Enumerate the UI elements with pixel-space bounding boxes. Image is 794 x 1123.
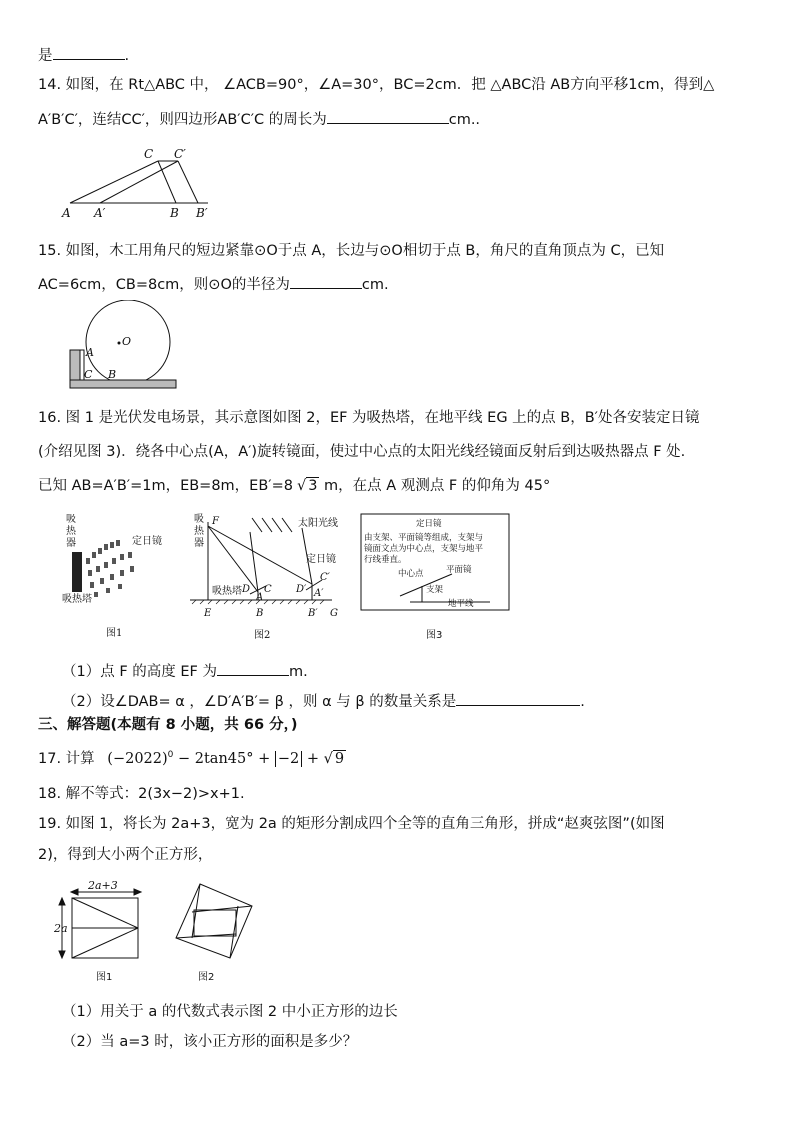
q19-figure2 bbox=[160, 880, 260, 990]
label-ground: 地平线 bbox=[448, 599, 474, 609]
svg-text:器: 器 bbox=[66, 538, 76, 549]
q16-line1: 16. 图 1 是光伏发电场景，其示意图如图 2，EF 为吸热塔，在地平线 EG 上的点 B，B′处各安装定日镜 bbox=[38, 410, 700, 426]
q16-line2: (介绍见图 3)．绕各中心点(A，A′)旋转镜面，使过中心点的太阳光线经镜面反射后到达吸热器点 F 处. bbox=[38, 444, 686, 460]
figure1-caption: 图1 bbox=[96, 972, 113, 983]
point-O: O bbox=[122, 335, 132, 348]
q16-sub2: （2）设∠DAB= α ，∠D′A′B′= β ，则 α 与 β 的数量关系是 . bbox=[62, 690, 585, 712]
point-A-prime: A′ bbox=[94, 206, 106, 220]
svg-text:E: E bbox=[204, 608, 212, 619]
label-center: 中心点 bbox=[398, 569, 424, 579]
svg-text:A′: A′ bbox=[314, 588, 324, 599]
answer-blank[interactable] bbox=[327, 108, 449, 124]
point-C-prime: C′ bbox=[174, 147, 186, 161]
q19-sub2: （2）当 a=3 时，该小正方形的面积是多少？ bbox=[62, 1034, 358, 1050]
label-length: 2a+3 bbox=[88, 880, 118, 892]
q19-line1: 19. 如图 1，将长为 2a+3，宽为 2a 的矩形分割成四个全等的直角三角形，拼成“赵爽弦图”(如图 bbox=[38, 816, 665, 832]
label-tower: 吸热塔 bbox=[212, 586, 242, 597]
svg-text:镜面文点为中心点，支架与地平: 镜面文点为中心点，支架与地平 bbox=[364, 544, 484, 554]
svg-text:由支架、平面镜等组成，支架与: 由支架、平面镜等组成，支架与 bbox=[364, 533, 484, 543]
label-mirror: 定日镜 bbox=[132, 536, 162, 547]
label-mirror: 定日镜 bbox=[306, 554, 336, 565]
q19-sub1: （1）用关于 a 的代数式表示图 2 中小正方形的边长 bbox=[62, 1004, 398, 1020]
q15-line1: 15. 如图，木工用角尺的短边紧靠⊙O于点 A，长边与⊙O相切于点 B，角尺的直角顶点为 C，已知 bbox=[38, 243, 665, 259]
q14-line2: A′B′C′，连结CC′，则四边形AB′C′C 的周长为 cm.. bbox=[38, 108, 480, 130]
point-B-prime: B′ bbox=[196, 206, 208, 220]
q19-line2: 2)，得到大小两个正方形， bbox=[38, 847, 213, 863]
label-stand: 支架 bbox=[426, 585, 444, 595]
svg-text:F: F bbox=[212, 516, 219, 527]
svg-text:A: A bbox=[256, 592, 264, 603]
sqrt-sign: √ bbox=[296, 478, 307, 494]
point-B: B bbox=[170, 206, 179, 220]
svg-text:吸: 吸 bbox=[194, 514, 204, 525]
svg-text:定日镜: 定日镜 bbox=[416, 519, 442, 529]
q17: 17. 计算 $(-2022)^0 - 2\tan 45^\circ + -2$ + √ 9 bbox=[38, 750, 345, 767]
q14-line1: 14. 如图，在 Rt△ABC 中， ∠ACB=90°，∠A=30°，BC=2cm．把 △ABC沿 AB方向平移1cm，得到△ bbox=[38, 77, 715, 93]
label-tower: 吸热塔 bbox=[62, 594, 92, 605]
figure1-caption: 图1 bbox=[106, 628, 123, 639]
q18: 18. 解不等式：2(3x−2)>x+1. bbox=[38, 786, 245, 802]
svg-text:B: B bbox=[256, 608, 264, 619]
q19-figure1 bbox=[54, 880, 146, 990]
svg-text:吸: 吸 bbox=[66, 514, 76, 525]
q16-figure1 bbox=[58, 514, 178, 640]
svg-text:热: 热 bbox=[66, 526, 76, 537]
point-B: B bbox=[108, 368, 117, 381]
point-C: C bbox=[144, 147, 154, 161]
q16-figure3 bbox=[360, 512, 512, 642]
answer-blank[interactable] bbox=[456, 690, 580, 706]
svg-text:热: 热 bbox=[194, 526, 204, 537]
point-C: C bbox=[84, 368, 93, 381]
answer-blank[interactable] bbox=[290, 273, 362, 289]
answer-blank[interactable] bbox=[53, 44, 125, 60]
section-heading: 三、解答题(本题有 8 小题，共 66 分，) bbox=[38, 717, 298, 733]
label-flat-mirror: 平面镜 bbox=[446, 565, 472, 575]
q14-figure bbox=[58, 145, 228, 223]
q13-tail: 是 . bbox=[38, 44, 129, 66]
svg-text:B′: B′ bbox=[308, 608, 318, 619]
label-sun-ray: 太阳光线 bbox=[298, 518, 338, 529]
q16-figure2 bbox=[186, 512, 346, 642]
figure2-caption: 图2 bbox=[254, 630, 271, 641]
q15-line2: AC=6cm，CB=8cm，则⊙O的半径为 cm. bbox=[38, 273, 389, 295]
svg-text:D′: D′ bbox=[296, 584, 307, 595]
svg-text:器: 器 bbox=[194, 538, 204, 549]
label-width: 2a bbox=[54, 922, 68, 935]
svg-text:G: G bbox=[330, 608, 338, 619]
svg-text:C: C bbox=[264, 584, 272, 595]
figure3-caption: 图3 bbox=[426, 630, 443, 641]
svg-text:D: D bbox=[242, 584, 251, 595]
point-A: A bbox=[86, 346, 94, 359]
svg-text:C′: C′ bbox=[320, 572, 330, 583]
q16-sub1: （1）点 F 的高度 EF 为 m. bbox=[62, 660, 308, 682]
figure2-caption: 图2 bbox=[198, 972, 215, 983]
q15-figure bbox=[62, 300, 182, 395]
q16-line3: 已知 AB=A′B′=1m，EB=8m，EB′=8 √ 3 m，在点 A 观测点 F 的仰角为 45° bbox=[38, 478, 551, 494]
answer-blank[interactable] bbox=[217, 660, 289, 676]
svg-text:行线垂直。: 行线垂直。 bbox=[364, 555, 407, 565]
point-A: A bbox=[62, 206, 71, 220]
